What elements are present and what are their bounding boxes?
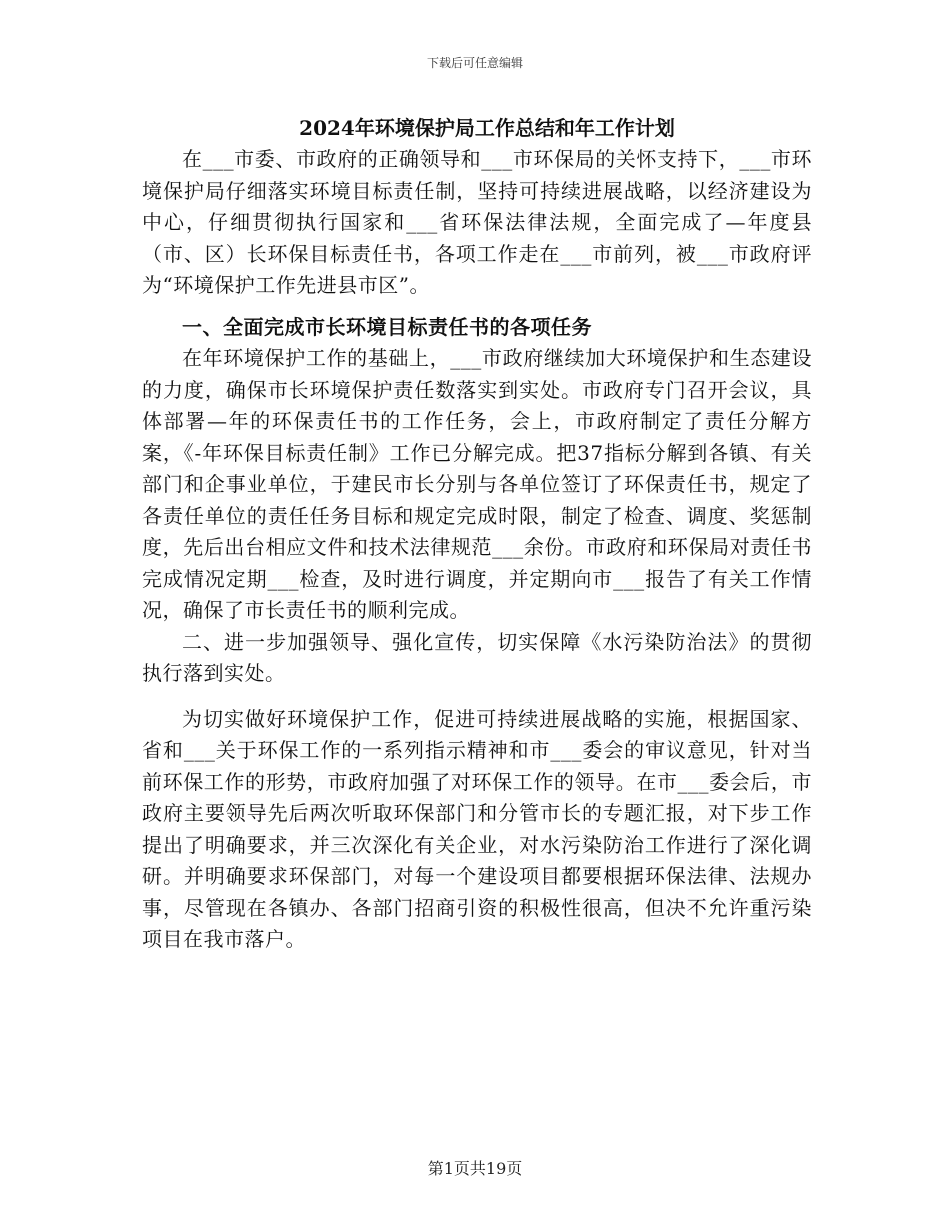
page-footer: 第1页共19页 (427, 1159, 523, 1178)
section1-paragraph: 在年环境保护工作的基础上，___市政府继续加大环境保护和生态建设的力度，确保市长环境保护责任数落实到实处。市政府专门召开会议，具体部署—年的环保责任书的工作任务，会上，市政府制定了责任分解方案，《-年环保目标责任制》工作已分解完成。把37指标分解到各镇、有关部门和企事业单位，于建民市长分别与各单位签订了环保责任书，规定了各责任单位的责任任务目标和规定完成时限，制定了检查、调度、奖惩制度，先后出台相应文件和技术法律规范___余份。市政府和环保局对责任书完成情况定期___检查，及时进行调度，并定期向市___报告了有关工作情况，确保了市长责任书的顺利完成。 (142, 346, 812, 622)
header-note: 下载后可任意编辑 (426, 56, 523, 70)
section2-heading: 二、进一步加强领导、强化宣传，切实保障《水污染防治法》的贯彻执行落到实处。 (142, 629, 812, 685)
document-title: 2024年环境保护局工作总结和年工作计划 (299, 116, 675, 140)
document-body (142, 112, 812, 956)
intro-paragraph: 在___市委、市政府的正确领导和___市环保局的关怀支持下，___市环境保护局仔细落实环境目标责任制，坚持可持续进展战略，以经济建设为中心，仔细贯彻执行国家和___省环保法律法规，全面完成了—年度县（市、区）长环保目标责任书，各项工作走在___市前列，被___市政府评为“环境保护工作先进县市区”。 (142, 147, 812, 297)
section2-paragraph: 为切实做好环境保护工作，促进可持续进展战略的实施，根据国家、省和___关于环保工作的一系列指示精神和市___委会的审议意见，针对当前环保工作的形势，市政府加强了对环保工作的领导。在市___委会后，市政府主要领导先后两次听取环保部门和分管市长的专题汇报，对下步工作提出了明确要求，并三次深化有关企业，对水污染防治工作进行了深化调研。并明确要求环保部门，对每一个建设项目都要根据环保法律、法规办事，尽管现在各镇办、各部门招商引资的积极性很高，但决不允许重污染项目在我市落户。 (142, 706, 812, 951)
section1-heading: 一、全面完成市长环境目标责任书的各项任务 (182, 314, 592, 339)
